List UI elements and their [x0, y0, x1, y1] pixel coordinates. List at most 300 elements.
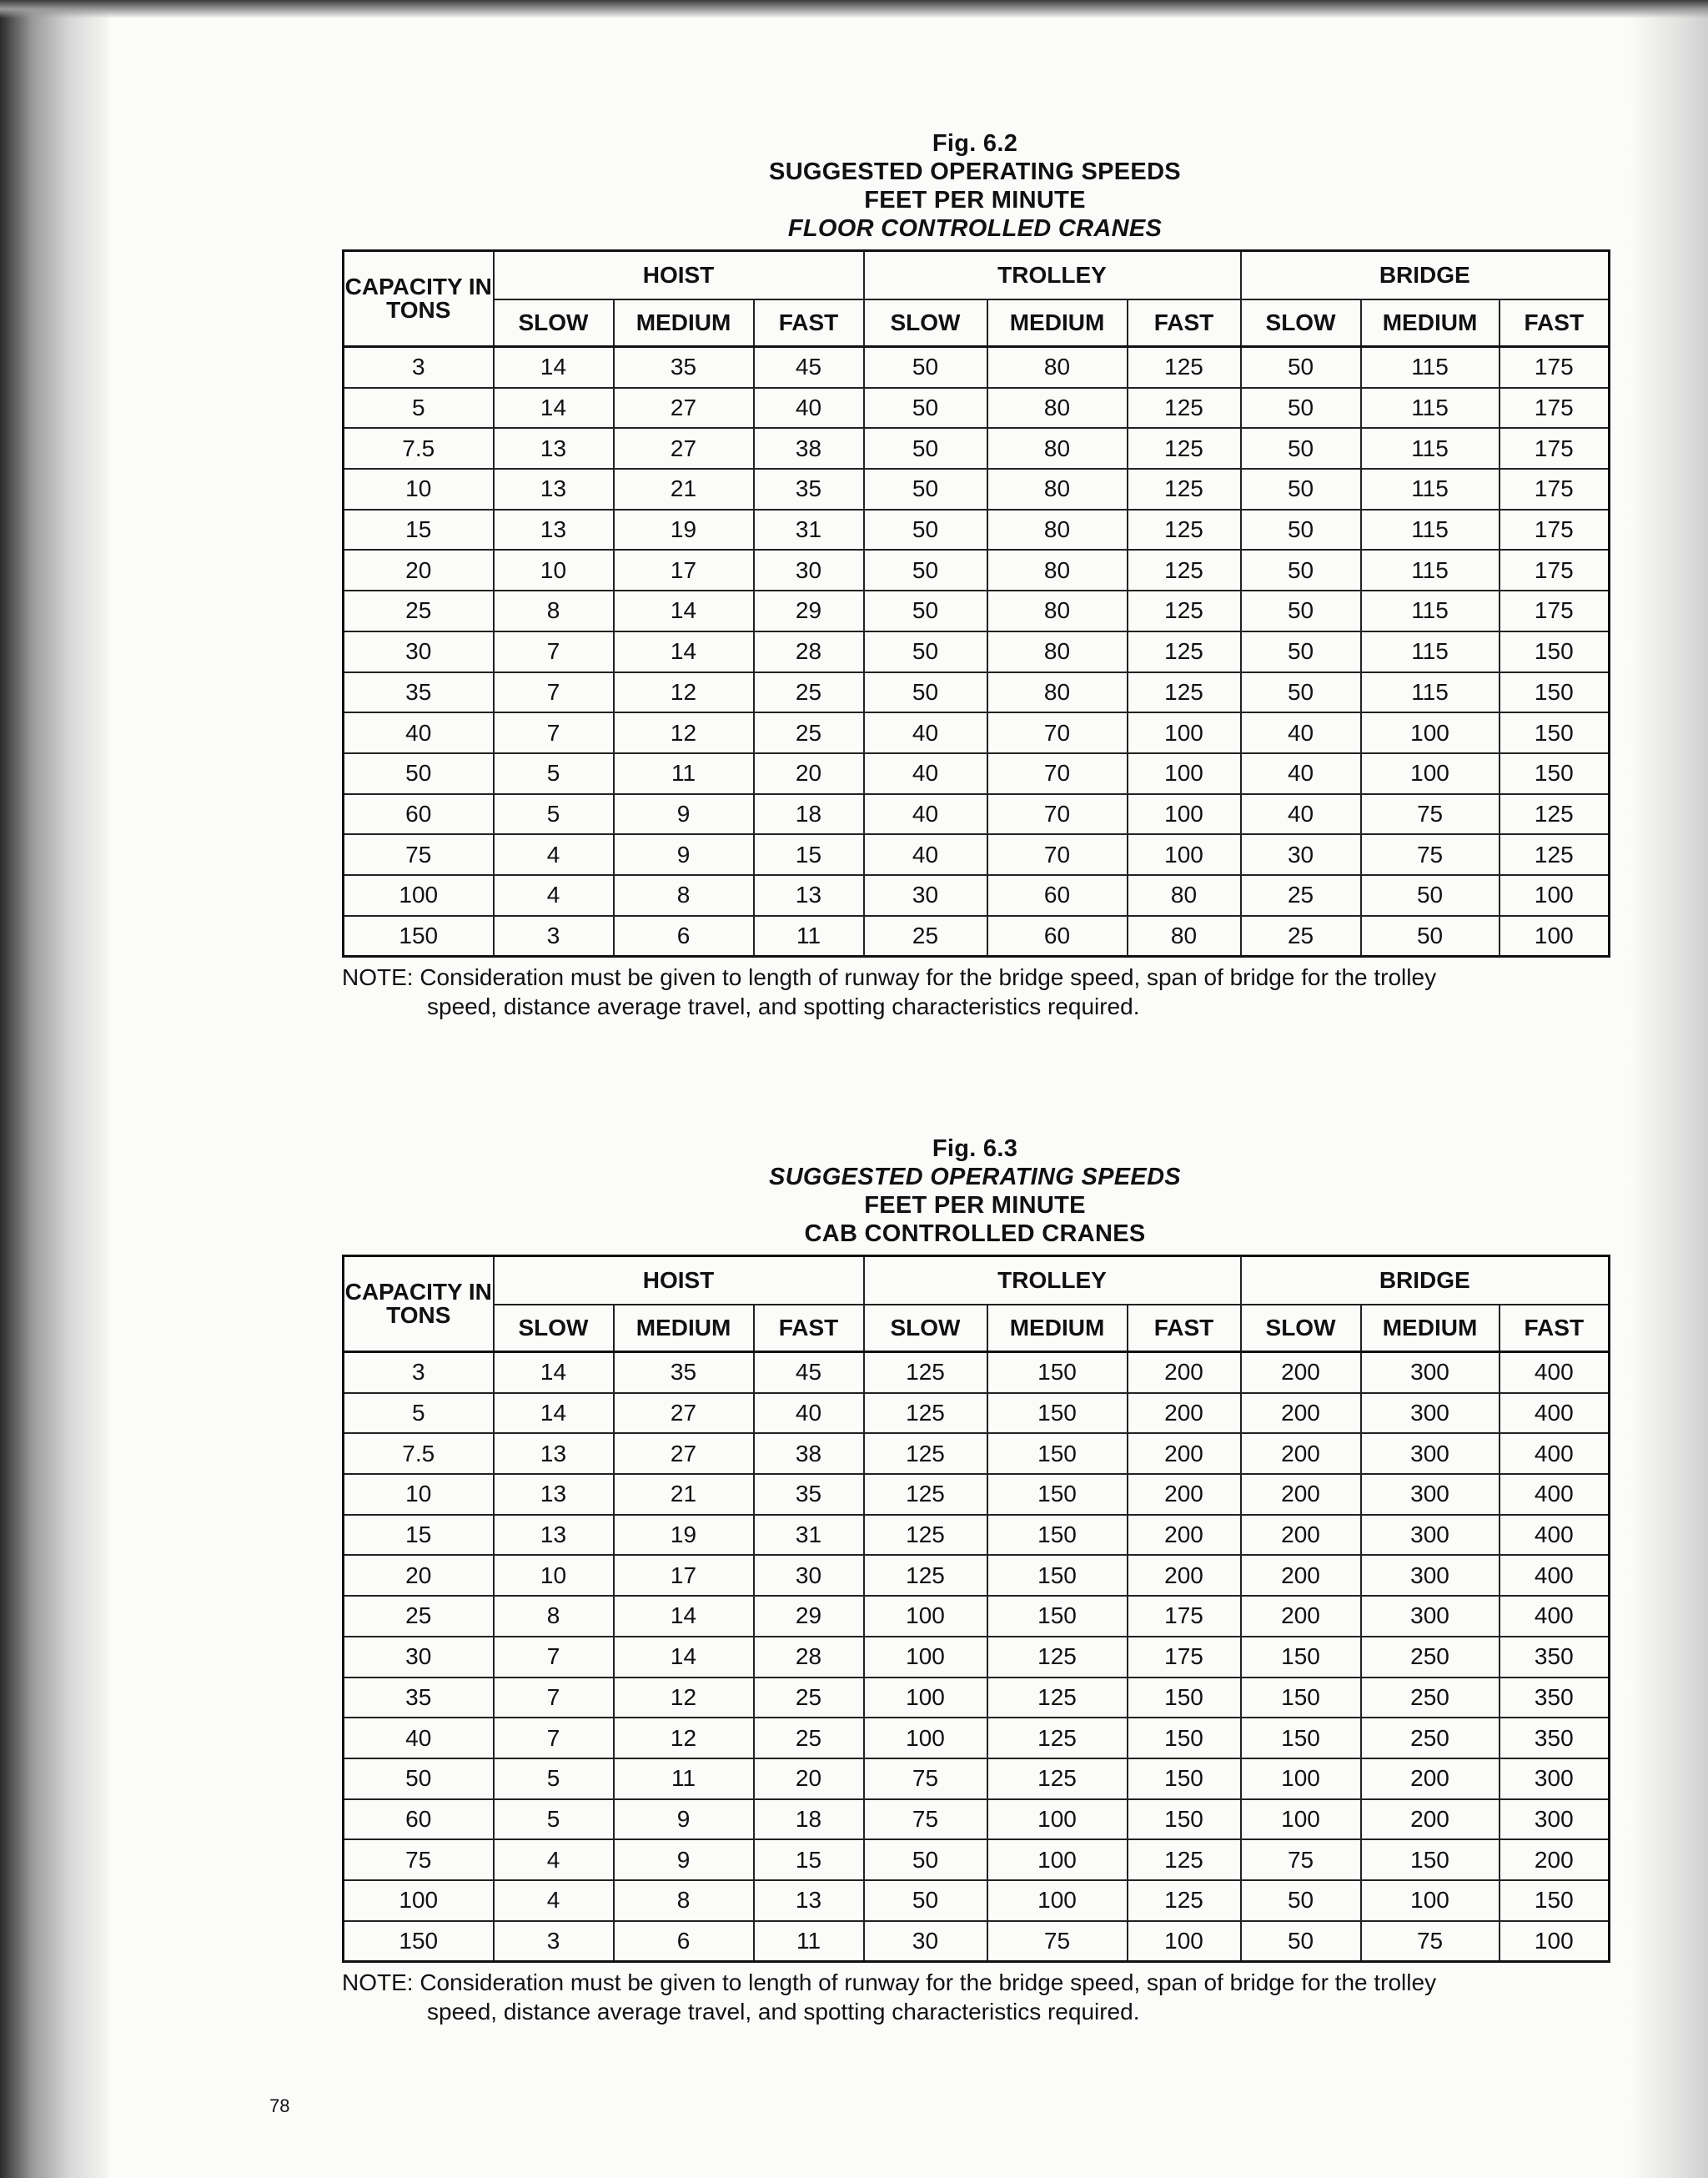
col-header: FAST	[754, 299, 864, 347]
speed-cell: 13	[494, 1515, 614, 1556]
speed-cell: 8	[494, 591, 614, 631]
speed-cell: 80	[987, 591, 1128, 631]
speed-cell: 10	[494, 550, 614, 591]
speed-cell: 19	[614, 510, 754, 551]
speed-cell: 5	[494, 753, 614, 794]
trolley-header: TROLLEY	[864, 251, 1241, 300]
speed-cell: 13	[494, 469, 614, 510]
capacity-cell: 15	[344, 510, 494, 551]
speed-cell: 125	[864, 1515, 987, 1556]
col-header: MEDIUM	[987, 299, 1128, 347]
table-row	[344, 1393, 1610, 1434]
table-row	[344, 1596, 1610, 1637]
speed-cell: 50	[864, 510, 987, 551]
speed-cell: 12	[614, 672, 754, 713]
col-header: FAST	[1128, 1305, 1241, 1352]
speed-cell: 45	[754, 1352, 864, 1393]
capacity-cell: 60	[344, 1799, 494, 1840]
speed-cell: 50	[1241, 347, 1361, 388]
speed-cell: 75	[1361, 794, 1500, 835]
hoist-header: HOIST	[494, 251, 864, 300]
speed-cell: 150	[1241, 1678, 1361, 1718]
speed-cell: 25	[864, 916, 987, 957]
speed-cell: 175	[1500, 591, 1610, 631]
speed-cell: 21	[614, 1474, 754, 1515]
speed-cell: 18	[754, 794, 864, 835]
speed-cell: 150	[1500, 712, 1610, 753]
speed-cell: 150	[987, 1352, 1128, 1393]
speed-cell: 75	[1241, 1839, 1361, 1880]
speed-cell: 125	[1128, 1839, 1241, 1880]
table-row	[344, 428, 1610, 469]
speed-cell: 300	[1361, 1393, 1500, 1434]
speed-cell: 200	[1128, 1393, 1241, 1434]
speed-cell: 125	[864, 1555, 987, 1596]
speed-cell: 150	[1128, 1678, 1241, 1718]
table-row	[344, 631, 1610, 672]
speed-cell: 50	[1241, 591, 1361, 631]
capacity-cell: 5	[344, 388, 494, 429]
capacity-cell: 40	[344, 1718, 494, 1758]
speed-cell: 400	[1500, 1515, 1610, 1556]
speed-cell: 75	[1361, 1921, 1500, 1962]
speed-cell: 150	[1241, 1637, 1361, 1678]
speed-cell: 150	[1361, 1839, 1500, 1880]
speed-cell: 40	[1241, 794, 1361, 835]
speed-cell: 175	[1500, 428, 1610, 469]
speed-cell: 5	[494, 794, 614, 835]
table-row	[344, 1758, 1610, 1799]
speed-cell: 100	[1128, 1921, 1241, 1962]
speed-cell: 300	[1361, 1433, 1500, 1474]
col-header: FAST	[1128, 299, 1241, 347]
note-line: speed, distance average travel, and spotting characteristics required.	[427, 993, 1140, 1020]
speed-cell: 100	[1128, 834, 1241, 875]
speed-cell: 80	[1128, 875, 1241, 916]
speed-cell: 200	[1241, 1474, 1361, 1515]
speed-cell: 100	[1500, 875, 1610, 916]
speed-cell: 31	[754, 510, 864, 551]
speed-cell: 50	[864, 631, 987, 672]
speed-cell: 125	[987, 1637, 1128, 1678]
speed-cell: 50	[864, 388, 987, 429]
speed-cell: 200	[1361, 1799, 1500, 1840]
speed-cell: 100	[1500, 916, 1610, 957]
speed-cell: 50	[1241, 388, 1361, 429]
table-row	[344, 1474, 1610, 1515]
speed-cell: 100	[1128, 712, 1241, 753]
speed-cell: 150	[987, 1515, 1128, 1556]
speed-cell: 50	[1241, 428, 1361, 469]
speed-cell: 80	[987, 347, 1128, 388]
speed-cell: 150	[1128, 1718, 1241, 1758]
capacity-cell: 75	[344, 834, 494, 875]
col-header: FAST	[1500, 299, 1610, 347]
speed-cell: 400	[1500, 1393, 1610, 1434]
table-note	[342, 1968, 1608, 2026]
table-row	[344, 1839, 1610, 1880]
speed-cell: 125	[1500, 794, 1610, 835]
page-number: 78	[269, 2095, 290, 2116]
bridge-header: BRIDGE	[1241, 251, 1610, 300]
speed-cell: 250	[1361, 1637, 1500, 1678]
capacity-cell: 20	[344, 1555, 494, 1596]
speed-cell: 11	[754, 916, 864, 957]
speed-cell: 150	[987, 1555, 1128, 1596]
speed-cell: 125	[1500, 834, 1610, 875]
table-row	[344, 1880, 1610, 1921]
speed-cell: 125	[864, 1433, 987, 1474]
capacity-cell: 75	[344, 1839, 494, 1880]
table-row	[344, 794, 1610, 835]
speed-cell: 31	[754, 1515, 864, 1556]
trolley-header: TROLLEY	[864, 1256, 1241, 1305]
col-header: SLOW	[1241, 299, 1361, 347]
speed-cell: 25	[1241, 916, 1361, 957]
speed-cell: 50	[864, 428, 987, 469]
speed-cell: 70	[987, 712, 1128, 753]
speed-cell: 30	[864, 1921, 987, 1962]
speed-cell: 100	[987, 1880, 1128, 1921]
capacity-cell: 7.5	[344, 1433, 494, 1474]
speed-cell: 17	[614, 550, 754, 591]
speed-cell: 75	[864, 1799, 987, 1840]
speed-cell: 9	[614, 794, 754, 835]
capacity-header: CAPACITY IN TONS	[344, 251, 494, 347]
speed-cell: 125	[1128, 631, 1241, 672]
speed-cell: 115	[1361, 591, 1500, 631]
capacity-cell: 10	[344, 1474, 494, 1515]
speed-cell: 27	[614, 1433, 754, 1474]
speed-cell: 35	[614, 1352, 754, 1393]
speed-cell: 25	[1241, 875, 1361, 916]
speed-cell: 20	[754, 753, 864, 794]
speed-cell: 115	[1361, 347, 1500, 388]
speed-cell: 115	[1361, 631, 1500, 672]
speed-cell: 80	[987, 388, 1128, 429]
speed-cell: 35	[614, 347, 754, 388]
speed-cell: 80	[1128, 916, 1241, 957]
capacity-cell: 3	[344, 347, 494, 388]
speed-cell: 3	[494, 916, 614, 957]
speed-cell: 4	[494, 1880, 614, 1921]
speed-cell: 125	[987, 1758, 1128, 1799]
speed-cell: 30	[864, 875, 987, 916]
speed-cell: 100	[864, 1596, 987, 1637]
book-binding-shadow-left	[0, 0, 108, 2178]
speed-cell: 29	[754, 591, 864, 631]
speed-cell: 75	[987, 1921, 1128, 1962]
figure-title-line-2: FEET PER MINUTE	[864, 1192, 1086, 1219]
speed-cell: 80	[987, 428, 1128, 469]
speed-cell: 300	[1500, 1758, 1610, 1799]
speed-cell: 12	[614, 1718, 754, 1758]
speed-cell: 28	[754, 1637, 864, 1678]
speed-cell: 100	[1361, 712, 1500, 753]
speed-cell: 175	[1500, 510, 1610, 551]
table-row	[344, 1799, 1610, 1840]
speed-cell: 115	[1361, 672, 1500, 713]
speed-cell: 125	[1128, 591, 1241, 631]
speed-cell: 15	[754, 1839, 864, 1880]
speed-cell: 11	[614, 753, 754, 794]
speed-cell: 25	[754, 712, 864, 753]
table-row	[344, 1555, 1610, 1596]
speed-cell: 100	[864, 1637, 987, 1678]
figure-label: Fig. 6.3	[932, 1135, 1018, 1162]
speed-cell: 50	[864, 672, 987, 713]
speed-cell: 17	[614, 1555, 754, 1596]
speed-cell: 200	[1241, 1352, 1361, 1393]
figure-6-2	[342, 129, 1608, 1021]
speed-cell: 400	[1500, 1555, 1610, 1596]
capacity-cell: 150	[344, 916, 494, 957]
speed-cell: 13	[494, 510, 614, 551]
speed-cell: 250	[1361, 1718, 1500, 1758]
figure-title	[342, 129, 1608, 243]
speed-cell: 8	[614, 1880, 754, 1921]
speed-cell: 40	[754, 388, 864, 429]
speed-cell: 40	[864, 834, 987, 875]
page-top-shadow	[0, 0, 1708, 18]
speed-cell: 125	[1128, 347, 1241, 388]
capacity-cell: 40	[344, 712, 494, 753]
speed-cell: 7	[494, 672, 614, 713]
speed-cell: 4	[494, 875, 614, 916]
speed-cell: 11	[614, 1758, 754, 1799]
speed-cell: 40	[864, 753, 987, 794]
speed-cell: 4	[494, 834, 614, 875]
speed-cell: 9	[614, 1839, 754, 1880]
speed-cell: 7	[494, 1718, 614, 1758]
speed-cell: 350	[1500, 1637, 1610, 1678]
speed-cell: 150	[1128, 1799, 1241, 1840]
col-header: SLOW	[494, 299, 614, 347]
capacity-cell: 20	[344, 550, 494, 591]
speed-cell: 100	[1241, 1799, 1361, 1840]
speed-cell: 35	[754, 469, 864, 510]
speed-cell: 30	[1241, 834, 1361, 875]
note-line: NOTE: Consideration must be given to length of runway for the bridge speed, span of bridge for the trolley	[342, 1969, 1437, 1996]
speed-cell: 115	[1361, 428, 1500, 469]
speed-cell: 200	[1500, 1839, 1610, 1880]
speed-cell: 115	[1361, 388, 1500, 429]
capacity-cell: 60	[344, 794, 494, 835]
speed-cell: 80	[987, 550, 1128, 591]
speed-cell: 175	[1128, 1596, 1241, 1637]
speed-cell: 50	[1241, 1880, 1361, 1921]
speed-cell: 27	[614, 1393, 754, 1434]
speed-cell: 14	[614, 631, 754, 672]
speed-cell: 18	[754, 1799, 864, 1840]
table-row	[344, 550, 1610, 591]
col-header: MEDIUM	[1361, 1305, 1500, 1352]
speed-cell: 35	[754, 1474, 864, 1515]
capacity-cell: 150	[344, 1921, 494, 1962]
speed-cell: 150	[1500, 1880, 1610, 1921]
speed-cell: 125	[1128, 550, 1241, 591]
capacity-cell: 25	[344, 591, 494, 631]
speed-cell: 300	[1361, 1474, 1500, 1515]
speed-cell: 25	[754, 1718, 864, 1758]
speed-cell: 100	[864, 1678, 987, 1718]
table-row	[344, 347, 1610, 388]
bridge-header: BRIDGE	[1241, 1256, 1610, 1305]
speed-cell: 200	[1128, 1352, 1241, 1393]
speed-cell: 70	[987, 753, 1128, 794]
speed-cell: 40	[1241, 753, 1361, 794]
speed-cell: 29	[754, 1596, 864, 1637]
speed-cell: 100	[864, 1718, 987, 1758]
table-row	[344, 591, 1610, 631]
speed-cell: 100	[1128, 753, 1241, 794]
col-header: SLOW	[864, 299, 987, 347]
speed-cell: 115	[1361, 469, 1500, 510]
speed-cell: 25	[754, 1678, 864, 1718]
speed-cell: 150	[1500, 753, 1610, 794]
table-row	[344, 672, 1610, 713]
speed-cell: 12	[614, 712, 754, 753]
speed-cell: 100	[1241, 1758, 1361, 1799]
speed-cell: 200	[1128, 1515, 1241, 1556]
speed-cell: 15	[754, 834, 864, 875]
capacity-cell: 30	[344, 1637, 494, 1678]
col-header: MEDIUM	[987, 1305, 1128, 1352]
speed-cell: 40	[864, 794, 987, 835]
table-row	[344, 469, 1610, 510]
speed-cell: 70	[987, 794, 1128, 835]
speed-cell: 80	[987, 672, 1128, 713]
figure-title-line-1: SUGGESTED OPERATING SPEEDS	[769, 158, 1181, 185]
speed-cell: 175	[1500, 388, 1610, 429]
speed-cell: 50	[1241, 510, 1361, 551]
speed-cell: 150	[987, 1393, 1128, 1434]
speed-cell: 13	[494, 428, 614, 469]
speed-cell: 200	[1241, 1393, 1361, 1434]
speed-cell: 100	[1500, 1921, 1610, 1962]
speed-cell: 7	[494, 631, 614, 672]
speed-cell: 50	[1361, 916, 1500, 957]
speed-cell: 80	[987, 510, 1128, 551]
speed-cell: 50	[864, 1880, 987, 1921]
speed-cell: 150	[987, 1596, 1128, 1637]
speed-cell: 300	[1361, 1596, 1500, 1637]
speed-cell: 150	[1128, 1758, 1241, 1799]
speed-cell: 27	[614, 388, 754, 429]
speed-cell: 50	[864, 469, 987, 510]
speed-cell: 350	[1500, 1718, 1610, 1758]
speed-cell: 125	[987, 1718, 1128, 1758]
table-row	[344, 1352, 1610, 1393]
speed-cell: 20	[754, 1758, 864, 1799]
table-row	[344, 916, 1610, 957]
speed-cell: 45	[754, 347, 864, 388]
speed-cell: 125	[864, 1474, 987, 1515]
speed-cell: 38	[754, 1433, 864, 1474]
speed-cell: 150	[1241, 1718, 1361, 1758]
speed-cell: 150	[987, 1474, 1128, 1515]
speed-cell: 50	[864, 1839, 987, 1880]
table-row	[344, 875, 1610, 916]
speed-cell: 60	[987, 916, 1128, 957]
speed-cell: 13	[754, 875, 864, 916]
speed-cell: 30	[754, 1555, 864, 1596]
capacity-cell: 25	[344, 1596, 494, 1637]
table-row	[344, 1515, 1610, 1556]
col-header: MEDIUM	[614, 1305, 754, 1352]
speed-cell: 5	[494, 1799, 614, 1840]
figure-title-line-3: FLOOR CONTROLLED CRANES	[787, 215, 1163, 242]
table-row	[344, 834, 1610, 875]
speed-cell: 125	[1128, 1880, 1241, 1921]
col-header: FAST	[1500, 1305, 1610, 1352]
note-line: speed, distance average travel, and spotting characteristics required.	[427, 1999, 1140, 2025]
speed-cell: 9	[614, 834, 754, 875]
speed-cell: 70	[987, 834, 1128, 875]
table-row	[344, 1921, 1610, 1962]
table-row	[344, 1678, 1610, 1718]
speed-cell: 7	[494, 1678, 614, 1718]
speed-cell: 125	[1128, 428, 1241, 469]
speed-cell: 50	[1241, 672, 1361, 713]
figure-title-line-2: FEET PER MINUTE	[864, 187, 1086, 214]
speed-cell: 200	[1241, 1555, 1361, 1596]
table-row	[344, 712, 1610, 753]
speed-cell: 14	[614, 1637, 754, 1678]
table-row	[344, 388, 1610, 429]
speed-cell: 14	[494, 1393, 614, 1434]
speed-cell: 14	[494, 1352, 614, 1393]
speed-cell: 80	[987, 631, 1128, 672]
speed-cell: 350	[1500, 1678, 1610, 1718]
table-row	[344, 753, 1610, 794]
capacity-cell: 35	[344, 672, 494, 713]
speed-cell: 100	[1128, 794, 1241, 835]
table-row	[344, 1433, 1610, 1474]
speed-cell: 6	[614, 916, 754, 957]
speed-cell: 200	[1241, 1596, 1361, 1637]
speed-cell: 14	[614, 591, 754, 631]
speed-cell: 50	[1241, 631, 1361, 672]
figure-title-line-1: SUGGESTED OPERATING SPEEDS	[769, 1164, 1181, 1190]
col-header: FAST	[754, 1305, 864, 1352]
capacity-cell: 100	[344, 875, 494, 916]
speed-cell: 50	[1241, 1921, 1361, 1962]
speed-cell: 200	[1128, 1433, 1241, 1474]
speed-cell: 400	[1500, 1596, 1610, 1637]
figure-6-3	[342, 1134, 1608, 2026]
table-row	[344, 1718, 1610, 1758]
col-header: SLOW	[864, 1305, 987, 1352]
speed-cell: 150	[1500, 631, 1610, 672]
speed-cell: 50	[1361, 875, 1500, 916]
figure-title-line-3: CAB CONTROLLED CRANES	[804, 1220, 1146, 1247]
speed-cell: 7	[494, 1637, 614, 1678]
speed-cell: 21	[614, 469, 754, 510]
col-header: MEDIUM	[1361, 299, 1500, 347]
speed-cell: 200	[1241, 1433, 1361, 1474]
book-binding-shadow-right	[1629, 0, 1708, 2178]
capacity-cell: 30	[344, 631, 494, 672]
table-body	[344, 347, 1610, 957]
speed-cell: 400	[1500, 1352, 1610, 1393]
speed-cell: 300	[1361, 1555, 1500, 1596]
speed-cell: 11	[754, 1921, 864, 1962]
speed-cell: 75	[864, 1758, 987, 1799]
capacity-cell: 35	[344, 1678, 494, 1718]
speed-cell: 28	[754, 631, 864, 672]
col-header: MEDIUM	[614, 299, 754, 347]
